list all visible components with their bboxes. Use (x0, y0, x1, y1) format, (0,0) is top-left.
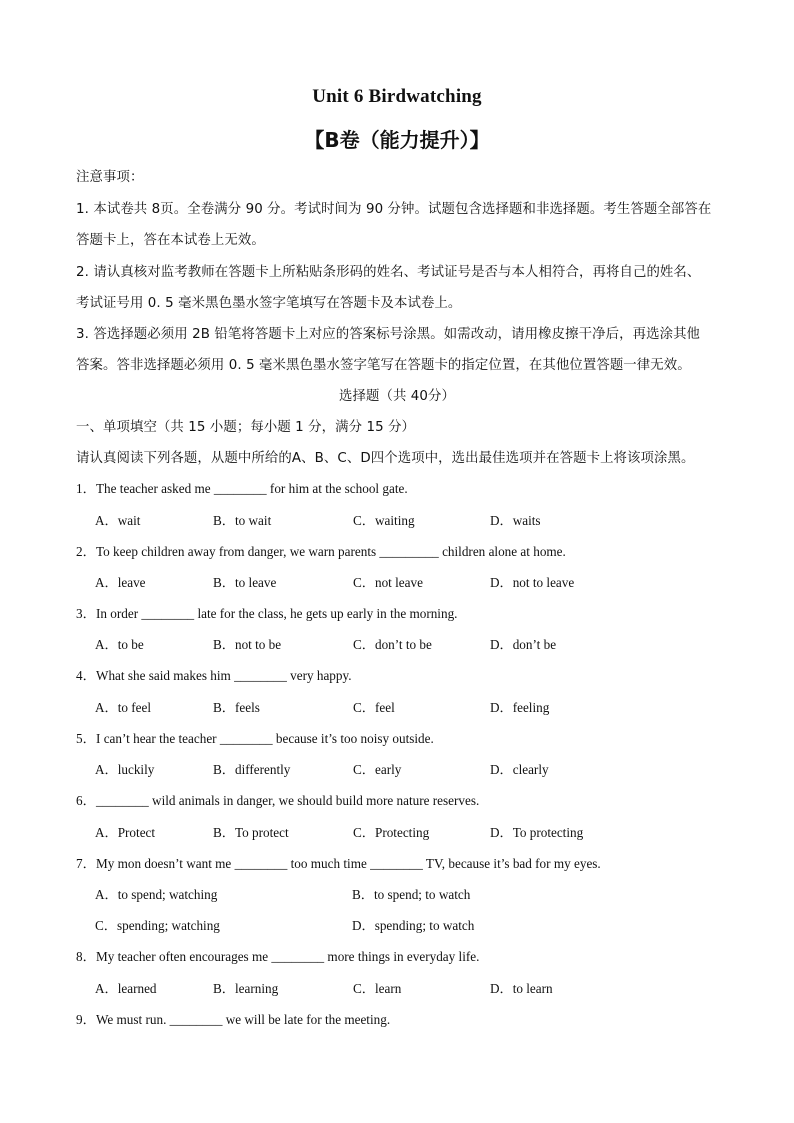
option-d[interactable]: D．feeling (490, 700, 550, 715)
option-a[interactable]: A．learned (95, 981, 157, 996)
section-title: 选择题（共 40分） (338, 389, 456, 404)
question-number: 4． (76, 668, 96, 683)
page-title: Unit 6 Birdwatching (312, 86, 482, 107)
question-text: I can’t hear the teacher ________ because it’s too noisy outside. (96, 731, 434, 746)
notice-line: 2. 请认真核对监考教师在答题卡上所粘贴条形码的姓名、考试证号是否与本人相符合，再将自己的姓名、 (76, 265, 701, 280)
notice-line: 3. 答选择题必须用 2B 铅笔将答题卡上对应的答案标号涂黑。如需改动，请用橡皮擦干净后，再选涂其他 (76, 327, 701, 342)
option-d[interactable]: D．to learn (490, 981, 553, 996)
question-6-options (95, 822, 735, 840)
paper-subtitle: 【B卷（能力提升）】 (304, 128, 490, 152)
notice-heading: 注意事项： (76, 170, 144, 185)
question-number: 7． (76, 856, 96, 871)
question-text: To keep children away from danger, we warn parents _________ children alone at home. (96, 544, 566, 559)
question-number: 3． (76, 606, 96, 621)
question-text: The teacher asked me ________ for him at the school gate. (96, 481, 408, 496)
question-4 (76, 665, 352, 684)
option-c[interactable]: C．waiting (353, 513, 415, 528)
question-text: In order ________ late for the class, he gets up early in the morning. (96, 606, 458, 621)
question-number: 5． (76, 731, 96, 746)
question-number: 8． (76, 949, 96, 964)
option-a[interactable]: A．leave (95, 575, 146, 590)
option-c[interactable]: C．learn (353, 981, 402, 996)
question-5-options (95, 759, 735, 777)
question-text: My mon doesn’t want me ________ too much time ________ TV, because it’s bad for my eyes. (96, 856, 601, 871)
option-d[interactable]: D．spending; to watch (352, 918, 475, 933)
option-b[interactable]: B．To protect (213, 825, 289, 840)
option-c[interactable]: C．feel (353, 700, 395, 715)
option-b[interactable]: B．to wait (213, 513, 272, 528)
option-b[interactable]: B．to leave (213, 575, 277, 590)
option-d[interactable]: D．To protecting (490, 825, 584, 840)
part-heading: 一、单项填空（共 15 小题；每小题 1 分，满分 15 分） (76, 420, 416, 435)
option-b[interactable]: B．feels (213, 700, 260, 715)
option-c[interactable]: C．don’t to be (353, 637, 432, 652)
question-1 (76, 478, 408, 497)
option-a[interactable]: A．to spend; watching (95, 887, 218, 902)
option-d[interactable]: D．waits (490, 513, 541, 528)
option-a[interactable]: A．to feel (95, 700, 152, 715)
question-7-options-row-2 (95, 915, 735, 933)
part-instruction: 请认真阅读下列各题，从题中所给的A、B、C、D四个选项中，选出最佳选项并在答题卡上将该项涂黑。 (76, 451, 695, 466)
question-6 (76, 790, 479, 809)
notice-line: 答案。答非选择题必须用 0. 5 毫米黑色墨水签字笔写在答题卡的指定位置，在其他位置答题一律无效。 (76, 358, 691, 373)
option-d[interactable]: D．don’t be (490, 637, 557, 652)
question-8-options (95, 978, 735, 996)
option-c[interactable]: C．Protecting (353, 825, 430, 840)
question-text: ________ wild animals in danger, we should build more nature reserves. (96, 793, 480, 808)
question-5 (76, 728, 434, 747)
question-number: 6． (76, 793, 96, 808)
question-number: 1． (76, 481, 96, 496)
question-7 (76, 853, 601, 872)
question-4-options (95, 697, 735, 715)
option-a[interactable]: A．to be (95, 637, 144, 652)
question-1-options (95, 510, 735, 528)
option-d[interactable]: D．not to leave (490, 575, 575, 590)
option-b[interactable]: B．not to be (213, 637, 282, 652)
question-text: We must run. ________ we will be late for the meeting. (96, 1012, 391, 1027)
option-b[interactable]: B．learning (213, 981, 279, 996)
notice-line: 答题卡上，答在本试卷上无效。 (76, 233, 265, 248)
question-3 (76, 603, 457, 622)
option-a[interactable]: A．luckily (95, 762, 155, 777)
option-a[interactable]: A．Protect (95, 825, 156, 840)
option-a[interactable]: A．wait (95, 513, 141, 528)
question-text: My teacher often encourages me ________ more things in everyday life. (96, 949, 480, 964)
notice-line: 1. 本试卷共 8页。全卷满分 90 分。考试时间为 90 分钟。试题包含选择题和非选择题。考生答题全部答在 (76, 202, 712, 217)
option-b[interactable]: B．differently (213, 762, 291, 777)
question-7-options-row-1 (95, 884, 735, 902)
question-number: 2． (76, 544, 96, 559)
question-8 (76, 946, 479, 965)
question-number: 9． (76, 1012, 96, 1027)
notice-line: 考试证号用 0. 5 毫米黑色墨水签字笔填写在答题卡及本试卷上。 (76, 296, 462, 311)
option-c[interactable]: C．not leave (353, 575, 423, 590)
option-d[interactable]: D．clearly (490, 762, 549, 777)
question-2 (76, 541, 566, 560)
question-text: What she said makes him ________ very happy. (96, 668, 352, 683)
question-3-options (95, 634, 735, 652)
option-c[interactable]: C．early (353, 762, 402, 777)
option-b[interactable]: B．to spend; to watch (352, 887, 471, 902)
option-c[interactable]: C．spending; watching (95, 918, 220, 933)
question-2-options (95, 572, 735, 590)
question-9 (76, 1009, 390, 1028)
